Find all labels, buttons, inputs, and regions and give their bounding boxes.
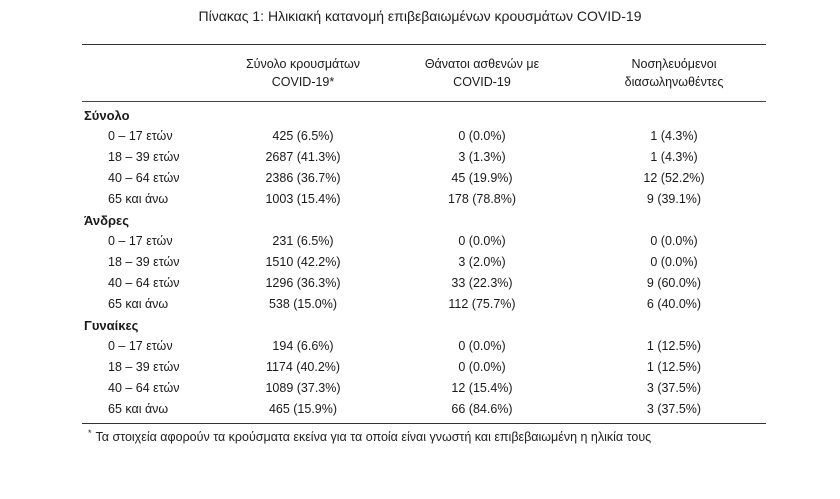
header-total-cases — [224, 55, 382, 91]
deaths-cell: 66 (84.6%) — [451, 402, 513, 416]
table-row — [82, 378, 766, 399]
intubated-cell: 6 (40.0%) — [646, 297, 702, 311]
footnote-text: Τα στοιχεία αφορούν τα κρούσματα εκείνα για τα οποία είναι γνωστή και επιβεβαιωμένη η ηλικία τους — [95, 430, 652, 445]
header-deaths-line2: COVID-19 — [453, 75, 511, 89]
deaths-cell: 0 (0.0%) — [458, 360, 506, 374]
deaths-cell: 0 (0.0%) — [458, 129, 506, 143]
header-deaths — [382, 55, 582, 91]
intubated-cell: 0 (0.0%) — [650, 234, 698, 248]
table-row — [82, 189, 766, 210]
deaths-cell: 12 (15.4%) — [451, 381, 513, 395]
total-cases-cell: 2687 (41.3%) — [265, 150, 341, 164]
intubated-cell: 12 (52.2%) — [643, 171, 705, 185]
age-group-cell: 65 και άνω — [108, 402, 169, 416]
age-group-cell: 0 – 17 ετών — [108, 234, 173, 248]
deaths-cell: 3 (2.0%) — [458, 255, 506, 269]
deaths-cell: 3 (1.3%) — [458, 150, 506, 164]
header-total-cases-line2: COVID-19* — [271, 75, 335, 89]
age-group-cell: 18 – 39 ετών — [108, 150, 180, 164]
total-cases-cell: 538 (15.0%) — [268, 297, 338, 311]
age-group-cell: 65 και άνω — [108, 192, 169, 206]
intubated-cell: 1 (4.3%) — [650, 129, 698, 143]
header-intubated-line2: διασωληνωθέντες — [624, 75, 724, 89]
total-cases-cell: 1089 (37.3%) — [265, 381, 341, 395]
header-total-cases-line1: Σύνολο κρουσμάτων — [245, 57, 361, 71]
bottom-rule — [82, 423, 766, 424]
deaths-cell: 45 (19.9%) — [451, 171, 513, 185]
section-label: Σύνολο — [84, 108, 130, 123]
intubated-cell: 3 (37.5%) — [646, 402, 702, 416]
total-cases-cell: 231 (6.5%) — [272, 234, 334, 248]
header-deaths-line1: Θάνατοι ασθενών με — [424, 57, 540, 71]
table-row — [82, 294, 766, 315]
deaths-cell: 112 (75.7%) — [448, 297, 516, 311]
footnote — [88, 428, 651, 444]
total-cases-cell: 465 (15.9%) — [268, 402, 338, 416]
table-row — [82, 168, 766, 189]
intubated-cell: 3 (37.5%) — [646, 381, 702, 395]
age-group-cell: 40 – 64 ετών — [108, 381, 180, 395]
intubated-cell: 1 (12.5%) — [646, 339, 702, 353]
age-distribution-table — [82, 44, 766, 424]
intubated-cell: 9 (39.1%) — [646, 192, 702, 206]
deaths-cell: 0 (0.0%) — [458, 339, 506, 353]
deaths-cell: 178 (78.8%) — [447, 192, 517, 206]
header-row — [82, 45, 766, 101]
deaths-cell: 33 (22.3%) — [451, 276, 513, 290]
table-row — [82, 273, 766, 294]
age-group-cell: 18 – 39 ετών — [108, 360, 180, 374]
footnote-mark: * — [88, 428, 92, 438]
total-cases-cell: 1003 (15.4%) — [265, 192, 341, 206]
intubated-cell: 0 (0.0%) — [650, 255, 698, 269]
age-group-cell: 0 – 17 ετών — [108, 129, 173, 143]
age-group-cell: 65 και άνω — [108, 297, 169, 311]
table-row — [82, 231, 766, 252]
age-group-cell: 40 – 64 ετών — [108, 171, 180, 185]
header-intubated — [582, 55, 766, 91]
age-group-cell: 40 – 64 ετών — [108, 276, 180, 290]
table-row — [82, 252, 766, 273]
table-row — [82, 147, 766, 168]
table-body — [82, 105, 766, 420]
table-title: Πίνακας 1: Ηλικιακή κατανομή επιβεβαιωμένων κρουσμάτων COVID-19 — [198, 8, 642, 24]
total-cases-cell: 2386 (36.7%) — [265, 171, 341, 185]
table-row — [82, 126, 766, 147]
intubated-cell: 9 (60.0%) — [646, 276, 702, 290]
section-label: Γυναίκες — [84, 318, 139, 333]
table-row — [82, 336, 766, 357]
total-cases-cell: 1174 (40.2%) — [265, 360, 341, 374]
table-row — [82, 357, 766, 378]
total-cases-cell: 194 (6.6%) — [272, 339, 334, 353]
total-cases-cell: 425 (6.5%) — [272, 129, 334, 143]
total-cases-cell: 1296 (36.3%) — [265, 276, 341, 290]
age-group-cell: 0 – 17 ετών — [108, 339, 173, 353]
table-row — [82, 399, 766, 420]
intubated-cell: 1 (12.5%) — [646, 360, 702, 374]
intubated-cell: 1 (4.3%) — [650, 150, 698, 164]
age-group-cell: 18 – 39 ετών — [108, 255, 180, 269]
section-label: Άνδρες — [84, 213, 129, 228]
header-intubated-line1: Νοσηλευόμενοι — [631, 57, 717, 71]
deaths-cell: 0 (0.0%) — [458, 234, 506, 248]
total-cases-cell: 1510 (42.2%) — [265, 255, 341, 269]
